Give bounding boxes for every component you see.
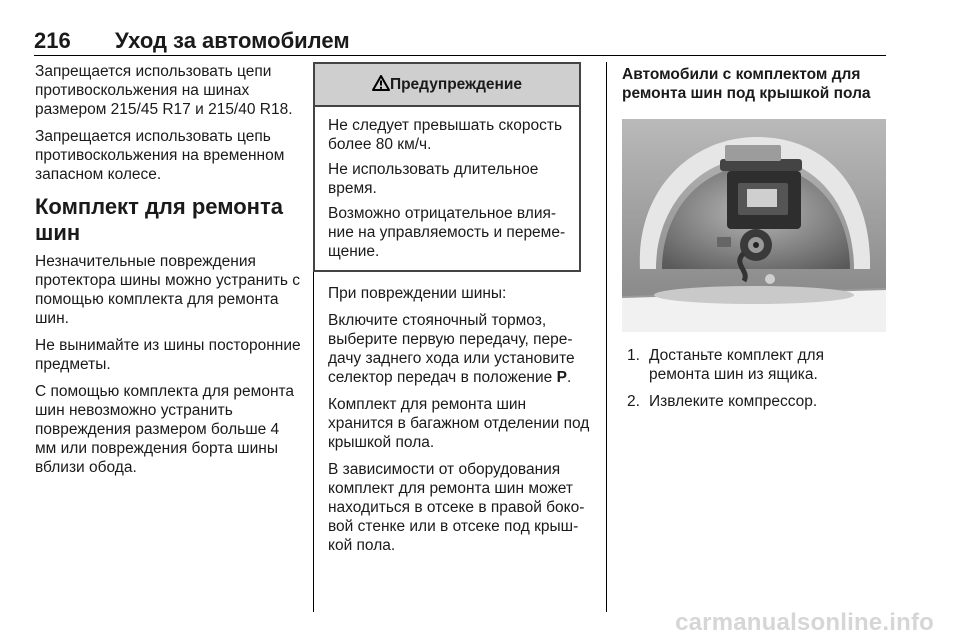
paragraph: Не вынимайте из шины посторонние предметы. (35, 337, 301, 373)
warning-text: Не следует превышать скорость более 80 км/ч. (328, 117, 563, 153)
paragraph: В зависимости от оборудования комплект для ремонта шин может находиться в отсеке в правой боковой стенке или в отсеке под крышкой пола. (328, 461, 585, 554)
watermark: carmanualsonline.info (675, 609, 934, 636)
paragraph: Незначительные повреждения протектора шины можно устранить с помощью комплекта для ремонта шин. (35, 253, 301, 327)
warning-text: Возможно отрицательное влияние на управляемость и перемещение. (328, 205, 566, 260)
warning-title: Предупреждение (389, 76, 523, 93)
step-number: 1. (627, 347, 640, 364)
column-left (35, 62, 301, 485)
page-header (34, 25, 886, 56)
warning-triangle-icon (372, 75, 390, 91)
paragraph: Запрещается использовать цепи противоскольжения на шинах размером 215/45 R17 и 215/40 R18. (35, 63, 293, 118)
column-right (622, 62, 886, 419)
step-text: Извлеките компрессор. (649, 393, 818, 410)
step-number: 2. (627, 393, 640, 410)
column-divider (606, 62, 607, 612)
list-item (627, 346, 886, 384)
text-run: Включите стояночный тормоз, выберите первую передачу, передачу заднего хода или установите селектор передач в положение (328, 312, 575, 386)
column-middle (328, 62, 592, 563)
text-run: . (566, 369, 572, 386)
section-heading: Комплект для ремонта шин (35, 194, 283, 245)
subsection-heading: Автомобили с комплектом для ремонта шин под крышкой пола (622, 66, 871, 102)
paragraph: С помощью комплекта для ремонта шин невозможно устранить повреждения размером больше 4 мм или повреждения борта шины вблизи обода. (35, 383, 295, 476)
page-number: 216 (34, 28, 71, 53)
instruction-list (622, 346, 886, 411)
gear-p-label: P (556, 369, 567, 386)
paragraph: При повреждении шины: (328, 285, 507, 302)
warning-header (315, 64, 579, 107)
list-item (627, 392, 886, 411)
warning-body (315, 107, 579, 270)
paragraph: Запрещается использовать цепь противоскольжения на временном запасном колесе. (35, 128, 285, 183)
paragraph: Комплект для ремонта шин хранится в багажном отделении под крышкой пола. (328, 396, 590, 451)
paragraph (328, 311, 592, 387)
step-text: Достаньте комплект для ремонта шин из ящика. (649, 347, 824, 383)
chapter-title: Уход за автомобилем (115, 28, 350, 53)
warning-text: Не использовать длительное время. (328, 161, 539, 197)
warning-box (313, 62, 581, 272)
trunk-photo-illustration (622, 119, 886, 332)
